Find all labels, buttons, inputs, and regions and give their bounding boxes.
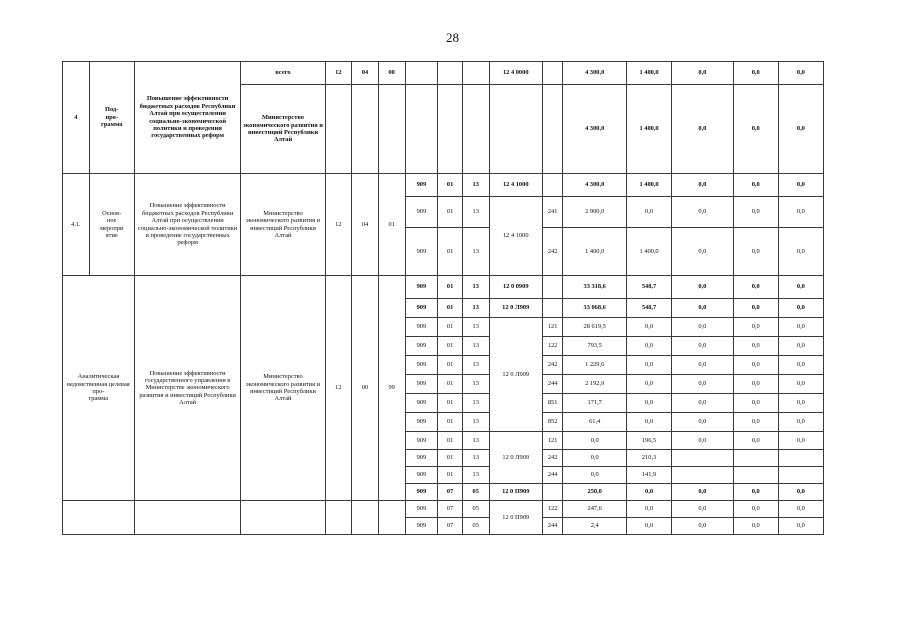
value-cell: 0,0	[778, 276, 823, 299]
value-cell: 793,5	[563, 337, 627, 356]
vr-cell: 244	[542, 375, 563, 394]
value-cell: 0,0	[733, 228, 778, 276]
page-number: 28	[446, 30, 459, 45]
vr-cell: 242	[542, 450, 563, 467]
value-cell: 0,0	[672, 413, 734, 432]
grbs-cell: 909	[405, 413, 438, 432]
value-cell: 0,0	[626, 375, 671, 394]
rz-cell: 01	[438, 467, 463, 484]
pr-cell: 13	[462, 450, 489, 467]
program-name: Повышение эффективности государственного управления в Министерстве экономического развития и инвестиций Республики Алтай	[134, 276, 241, 501]
value-cell: 4 300,0	[563, 62, 627, 85]
value-cell: 0,0	[626, 394, 671, 413]
value-cell: 0,0	[778, 337, 823, 356]
value-cell: 548,7	[626, 299, 671, 318]
pr-cell: 13	[462, 276, 489, 299]
csr-cell: 12 0 Л909	[489, 299, 542, 318]
value-cell: 0,0	[733, 484, 778, 501]
value-cell: 0,0	[733, 85, 778, 174]
value-cell: 0,0	[778, 501, 823, 518]
pr-cell: 13	[462, 413, 489, 432]
value-cell: 0,0	[672, 337, 734, 356]
grbs-cell: 909	[405, 318, 438, 337]
value-cell: 0,0	[626, 518, 671, 535]
value-cell: 0,0	[733, 62, 778, 85]
code-cell: 00	[352, 276, 379, 501]
value-cell: 0,0	[778, 228, 823, 276]
value-cell: 141,9	[626, 467, 671, 484]
value-cell: 0,0	[626, 413, 671, 432]
value-cell: 0,0	[626, 484, 671, 501]
value-cell: 171,7	[563, 394, 627, 413]
grbs-cell: 909	[405, 375, 438, 394]
value-cell: 0,0	[672, 85, 734, 174]
grbs-cell: 909	[405, 467, 438, 484]
vr-cell: 122	[542, 501, 563, 518]
code-cell: 00	[378, 62, 405, 85]
grbs-cell: 909	[405, 356, 438, 375]
vr-cell	[542, 484, 563, 501]
rz-cell: 01	[438, 276, 463, 299]
csr-cell: 12 4 0000	[489, 62, 542, 85]
vr-cell: 244	[542, 467, 563, 484]
executor: Министерство экономического развития и инвестиций Республики Алтай	[241, 174, 325, 276]
program-name: Повышение эффективности бюджетных расходов Республики Алтай при осуществлении социально-экономической политики и проведение государственных реформ	[134, 174, 241, 276]
grbs-cell: 909	[405, 432, 438, 450]
value-cell: 1 400,0	[626, 85, 671, 174]
value-cell: 1 400,0	[563, 228, 627, 276]
value-cell: 0,0	[672, 356, 734, 375]
rz-cell: 01	[438, 228, 463, 276]
value-cell: 0,0	[563, 467, 627, 484]
value-cell: 210,3	[626, 450, 671, 467]
value-cell: 0,0	[626, 337, 671, 356]
grbs-cell: 909	[405, 228, 438, 276]
pr-cell: 13	[462, 432, 489, 450]
value-cell: 0,0	[672, 197, 734, 228]
value-cell: 0,0	[778, 197, 823, 228]
code-cell: 12	[325, 276, 352, 501]
row-number: 4	[63, 62, 90, 174]
grbs-cell: 909	[405, 484, 438, 501]
value-cell: 0,0	[672, 174, 734, 197]
vr-cell: 852	[542, 413, 563, 432]
grbs-cell: 909	[405, 394, 438, 413]
vr-cell: 121	[542, 318, 563, 337]
code-cell: 99	[378, 276, 405, 501]
value-cell: 1 229,6	[563, 356, 627, 375]
value-cell: 0,0	[778, 318, 823, 337]
pr-cell: 13	[462, 318, 489, 337]
code-cell: 12	[325, 62, 352, 85]
value-cell: 0,0	[672, 318, 734, 337]
value-cell: 0,0	[672, 518, 734, 535]
budget-table	[62, 61, 824, 535]
rz-cell: 01	[438, 413, 463, 432]
vr-cell: 121	[542, 432, 563, 450]
value-cell: 0,0	[563, 450, 627, 467]
grbs-cell: 909	[405, 276, 438, 299]
value-cell: 1 400,0	[626, 174, 671, 197]
table-row	[63, 174, 824, 197]
value-cell: 0,0	[733, 375, 778, 394]
executor: Министерство экономического развития и инвестиций Республики Алтай	[241, 85, 325, 174]
executor: всего	[241, 62, 325, 85]
value-cell: 548,7	[626, 276, 671, 299]
csr-cell: 12 4 1000	[489, 174, 542, 197]
pr-cell: 05	[462, 484, 489, 501]
vr-cell	[542, 276, 563, 299]
csr-cell: 12 0 Л909	[489, 432, 542, 484]
value-cell: 33 068,6	[563, 299, 627, 318]
csr-cell: 12 0 0909	[489, 276, 542, 299]
vr-cell: 122	[542, 337, 563, 356]
value-cell: 0,0	[778, 356, 823, 375]
pr-cell: 13	[462, 337, 489, 356]
value-cell: 2 900,0	[563, 197, 627, 228]
pr-cell: 05	[462, 501, 489, 518]
pr-cell: 13	[462, 299, 489, 318]
program-kind: Под- про- грамма	[89, 62, 134, 174]
value-cell: 0,0	[778, 299, 823, 318]
grbs-cell: 909	[405, 518, 438, 535]
rz-cell: 01	[438, 432, 463, 450]
value-cell: 0,0	[672, 375, 734, 394]
value-cell: 0,0	[733, 413, 778, 432]
value-cell: 61,4	[563, 413, 627, 432]
value-cell: 0,0	[733, 337, 778, 356]
table-row	[63, 62, 824, 85]
value-cell: 196,5	[626, 432, 671, 450]
grbs-cell: 909	[405, 197, 438, 228]
value-cell: 2 192,9	[563, 375, 627, 394]
pr-cell: 05	[462, 518, 489, 535]
pr-cell: 13	[462, 197, 489, 228]
rz-cell: 01	[438, 337, 463, 356]
value-cell: 0,0	[626, 197, 671, 228]
value-cell: 1 400,0	[626, 228, 671, 276]
pr-cell: 13	[462, 228, 489, 276]
grbs-cell: 909	[405, 174, 438, 197]
grbs-cell: 909	[405, 337, 438, 356]
value-cell: 0,0	[778, 413, 823, 432]
value-cell: 0,0	[672, 501, 734, 518]
value-cell: 0,0	[733, 174, 778, 197]
executor: Министерство экономического развития и инвестиций Республики Алтай	[241, 276, 325, 501]
pr-cell: 13	[462, 467, 489, 484]
value-cell: 0,0	[626, 318, 671, 337]
vr-cell	[542, 174, 563, 197]
code-cell: 12	[325, 174, 352, 276]
value-cell: 0,0	[778, 85, 823, 174]
rz-cell: 01	[438, 299, 463, 318]
value-cell: 0,0	[778, 62, 823, 85]
rz-cell: 01	[438, 174, 463, 197]
vr-cell: 241	[542, 197, 563, 228]
value-cell: 0,0	[672, 276, 734, 299]
value-cell: 0,0	[778, 484, 823, 501]
grbs-cell: 909	[405, 450, 438, 467]
value-cell: 250,0	[563, 484, 627, 501]
grbs-cell: 909	[405, 501, 438, 518]
value-cell: 0,0	[733, 276, 778, 299]
code-cell: 04	[352, 174, 379, 276]
value-cell: 247,6	[563, 501, 627, 518]
vr-cell: 851	[542, 394, 563, 413]
value-cell: 0,0	[563, 432, 627, 450]
table-row	[63, 276, 824, 299]
csr-cell: 12 0 П909	[489, 484, 542, 501]
value-cell: 4 300,0	[563, 174, 627, 197]
rz-cell: 01	[438, 375, 463, 394]
vr-cell: 242	[542, 228, 563, 276]
value-cell: 0,0	[733, 299, 778, 318]
value-cell: 0,0	[778, 394, 823, 413]
rz-cell: 01	[438, 356, 463, 375]
value-cell: 0,0	[778, 375, 823, 394]
program-name: Повышение эффективности бюджетных расходов Республики Алтай при осуществлении социально-экономической политики и проведении государственных реформ	[134, 62, 241, 174]
value-cell: 0,0	[733, 197, 778, 228]
value-cell: 0,0	[733, 501, 778, 518]
table-row	[63, 501, 824, 518]
value-cell: 0,0	[733, 356, 778, 375]
value-cell: 1 400,0	[626, 62, 671, 85]
csr-cell: 12 0 Л909	[489, 318, 542, 432]
value-cell: 2,4	[563, 518, 627, 535]
csr-cell: 12 4 1000	[489, 197, 542, 276]
value-cell: 0,0	[733, 518, 778, 535]
value-cell: 0,0	[733, 394, 778, 413]
row-number: 4.1.	[63, 174, 90, 276]
pr-cell: 13	[462, 174, 489, 197]
program-kind: Основ- ное меропри ятие	[89, 174, 134, 276]
value-cell: 0,0	[672, 62, 734, 85]
rz-cell: 01	[438, 394, 463, 413]
rz-cell: 01	[438, 197, 463, 228]
value-cell: 0,0	[626, 356, 671, 375]
value-cell: 33 318,6	[563, 276, 627, 299]
value-cell: 0,0	[672, 484, 734, 501]
value-cell: 0,0	[778, 432, 823, 450]
value-cell: 0,0	[733, 432, 778, 450]
grbs-cell: 909	[405, 299, 438, 318]
program-kind: Аналитическая ведомственная целевая про- грамма	[63, 276, 135, 501]
vr-cell: 242	[542, 356, 563, 375]
value-cell: 0,0	[626, 501, 671, 518]
rz-cell: 01	[438, 318, 463, 337]
rz-cell: 07	[438, 501, 463, 518]
value-cell: 0,0	[778, 518, 823, 535]
value-cell: 0,0	[672, 228, 734, 276]
value-cell: 0,0	[733, 318, 778, 337]
csr-cell: 12 0 П909	[489, 501, 542, 535]
value-cell: 0,0	[672, 432, 734, 450]
rz-cell: 01	[438, 450, 463, 467]
pr-cell: 13	[462, 375, 489, 394]
value-cell: 0,0	[778, 174, 823, 197]
value-cell: 0,0	[672, 299, 734, 318]
vr-cell: 244	[542, 518, 563, 535]
pr-cell: 13	[462, 394, 489, 413]
pr-cell: 13	[462, 356, 489, 375]
value-cell: 4 300,0	[563, 85, 627, 174]
code-cell: 01	[378, 174, 405, 276]
code-cell: 04	[352, 62, 379, 85]
vr-cell	[542, 299, 563, 318]
value-cell: 28 619,5	[563, 318, 627, 337]
rz-cell: 07	[438, 484, 463, 501]
rz-cell: 07	[438, 518, 463, 535]
value-cell: 0,0	[672, 394, 734, 413]
